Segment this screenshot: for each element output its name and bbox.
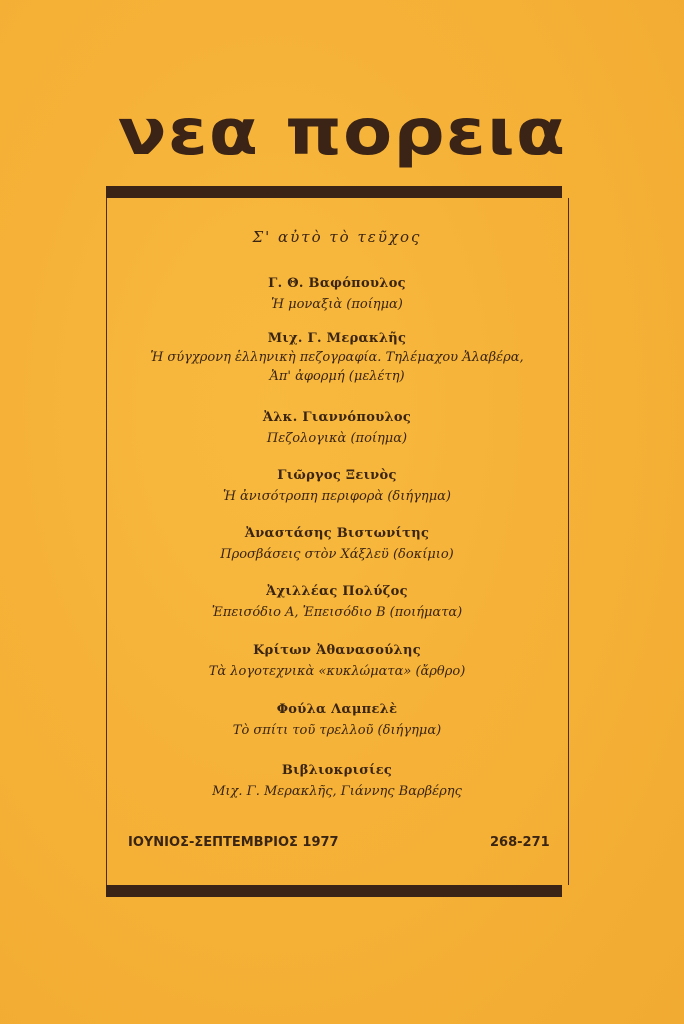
contents-entry [106,526,568,565]
entry-author: Μιχ. Γ. Μερακλῆς [267,331,407,346]
entry-work: Ἡ σύγχρονη ἑλληνικὴ πεζογραφία. Τηλέμαχου Ἀλαβέρα, [150,350,524,365]
entry-author: Βιβλιοκρισίες [281,763,393,778]
entry-author: Φούλα Λαμπελὲ [276,702,398,717]
entry-work: Ἡ ἀνισότροπη περιφορὰ (διήγημα) [222,489,452,504]
entry-work: Πεζολογικὰ (ποίημα) [266,431,408,446]
entry-author: Ἀναστάσης Βιστωνίτης [244,526,430,541]
contents-entry [106,702,568,741]
contents-entry [106,643,568,682]
entry-author: Ἀχιλλέας Πολύζος [266,584,408,599]
entry-author: Κρίτων Ἀθανασούλης [253,643,421,658]
magazine-title: νεα πορεια [117,96,567,170]
top-rule [106,186,562,198]
entry-work: Ἡ μοναξιὰ (ποίημα) [271,297,403,312]
contents-heading: Σ' αὐτὸ τὸ τεῦχος [252,228,422,246]
entry-work: Τὰ λογοτεχνικὰ «κυκλώματα» (ἄρθρο) [208,664,466,679]
entry-author: Γ. Θ. Βαφόπουλος [268,276,406,291]
contents-entry [106,763,568,802]
issue-number: 268-271 [490,835,550,850]
entry-author: Ἀλκ. Γιαννόπουλος [262,410,412,425]
contents-entry [106,584,568,623]
entry-work-continued: Ἀπ' ἀφορμή (μελέτη) [269,369,405,384]
contents-entry [106,276,568,315]
bottom-rule [106,885,562,897]
contents-entry [106,468,568,507]
contents-entry [106,331,568,386]
entry-work: Τὸ σπίτι τοῦ τρελλοῦ (διήγημα) [232,723,442,738]
entry-author: Γιῶργος Ξεινὸς [277,468,397,483]
contents-entry [106,410,568,449]
entry-work: Μιχ. Γ. Μερακλῆς, Γιάννης Βαρβέρης [212,784,462,799]
entry-work: Ἐπεισόδιο Α, Ἐπεισόδιο Β (ποιήματα) [211,605,463,620]
entry-work: Προσβάσεις στὸν Χάξλεϋ (δοκίμιο) [220,547,454,562]
issue-date: ΙΟΥΝΙΟΣ-ΣΕΠΤΕΜΒΡΙΟΣ 1977 [128,835,339,850]
right-border [568,198,569,885]
